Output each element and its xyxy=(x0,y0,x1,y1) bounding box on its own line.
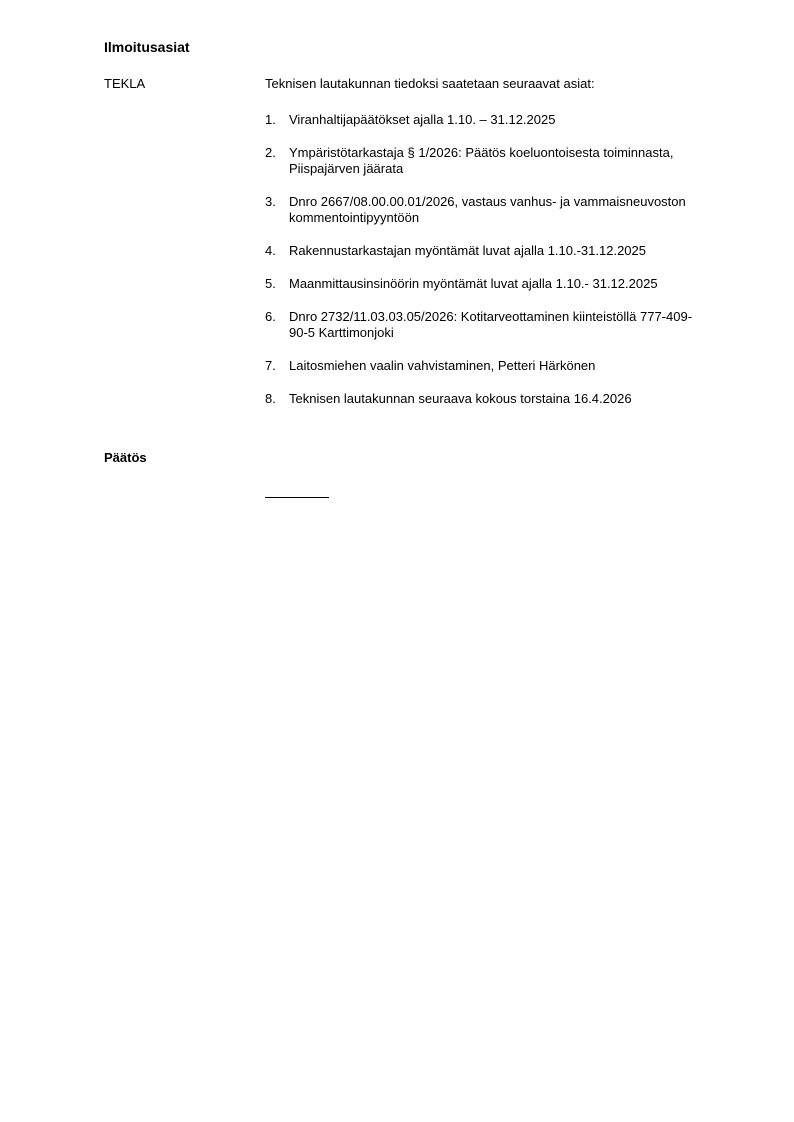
list-item xyxy=(265,276,705,292)
notice-list xyxy=(265,112,705,424)
list-item xyxy=(265,391,705,407)
list-item-number: 1. xyxy=(265,112,276,127)
list-item-text: Dnro 2732/11.03.03.05/2026: Kotitarveottaminen kiinteistöllä 777-409-90-5 Karttimonjoki xyxy=(289,309,693,340)
list-item-text: Laitosmiehen vaalin vahvistaminen, Petteri Härkönen xyxy=(289,358,596,373)
list-item-number: 7. xyxy=(265,358,276,373)
list-item xyxy=(265,309,705,341)
list-item-number: 6. xyxy=(265,309,276,324)
list-item-text: Teknisen lautakunnan seuraava kokous torstaina 16.4.2026 xyxy=(289,391,632,406)
list-item xyxy=(265,358,705,374)
intro-text: Teknisen lautakunnan tiedoksi saatetaan seuraavat asiat: xyxy=(265,76,595,91)
list-item-text: Maanmittausinsinöörin myöntämät luvat ajalla 1.10.- 31.12.2025 xyxy=(289,276,658,291)
list-item xyxy=(265,145,705,177)
list-item-number: 5. xyxy=(265,276,276,291)
list-item xyxy=(265,194,705,226)
list-item-number: 2. xyxy=(265,145,276,160)
list-item-text: Ympäristötarkastaja § 1/2026: Päätös koeluontoisesta toiminnasta, Piispajärven jäärata xyxy=(289,145,674,176)
committee-label: TEKLA xyxy=(104,76,146,91)
list-item-text: Dnro 2667/08.00.00.01/2026, vastaus vanhus- ja vammaisneuvoston kommentointipyyntöön xyxy=(289,194,686,225)
list-item-text: Rakennustarkastajan myöntämät luvat ajalla 1.10.-31.12.2025 xyxy=(289,243,646,258)
signature-divider xyxy=(265,497,329,498)
decision-label: Päätös xyxy=(104,450,147,465)
list-item xyxy=(265,243,705,259)
list-item-number: 3. xyxy=(265,194,276,209)
list-item-number: 4. xyxy=(265,243,276,258)
page-title: Ilmoitusasiat xyxy=(104,39,190,55)
list-item-text: Viranhaltijapäätökset ajalla 1.10. – 31.12.2025 xyxy=(289,112,556,127)
list-item-number: 8. xyxy=(265,391,276,406)
list-item xyxy=(265,112,705,128)
